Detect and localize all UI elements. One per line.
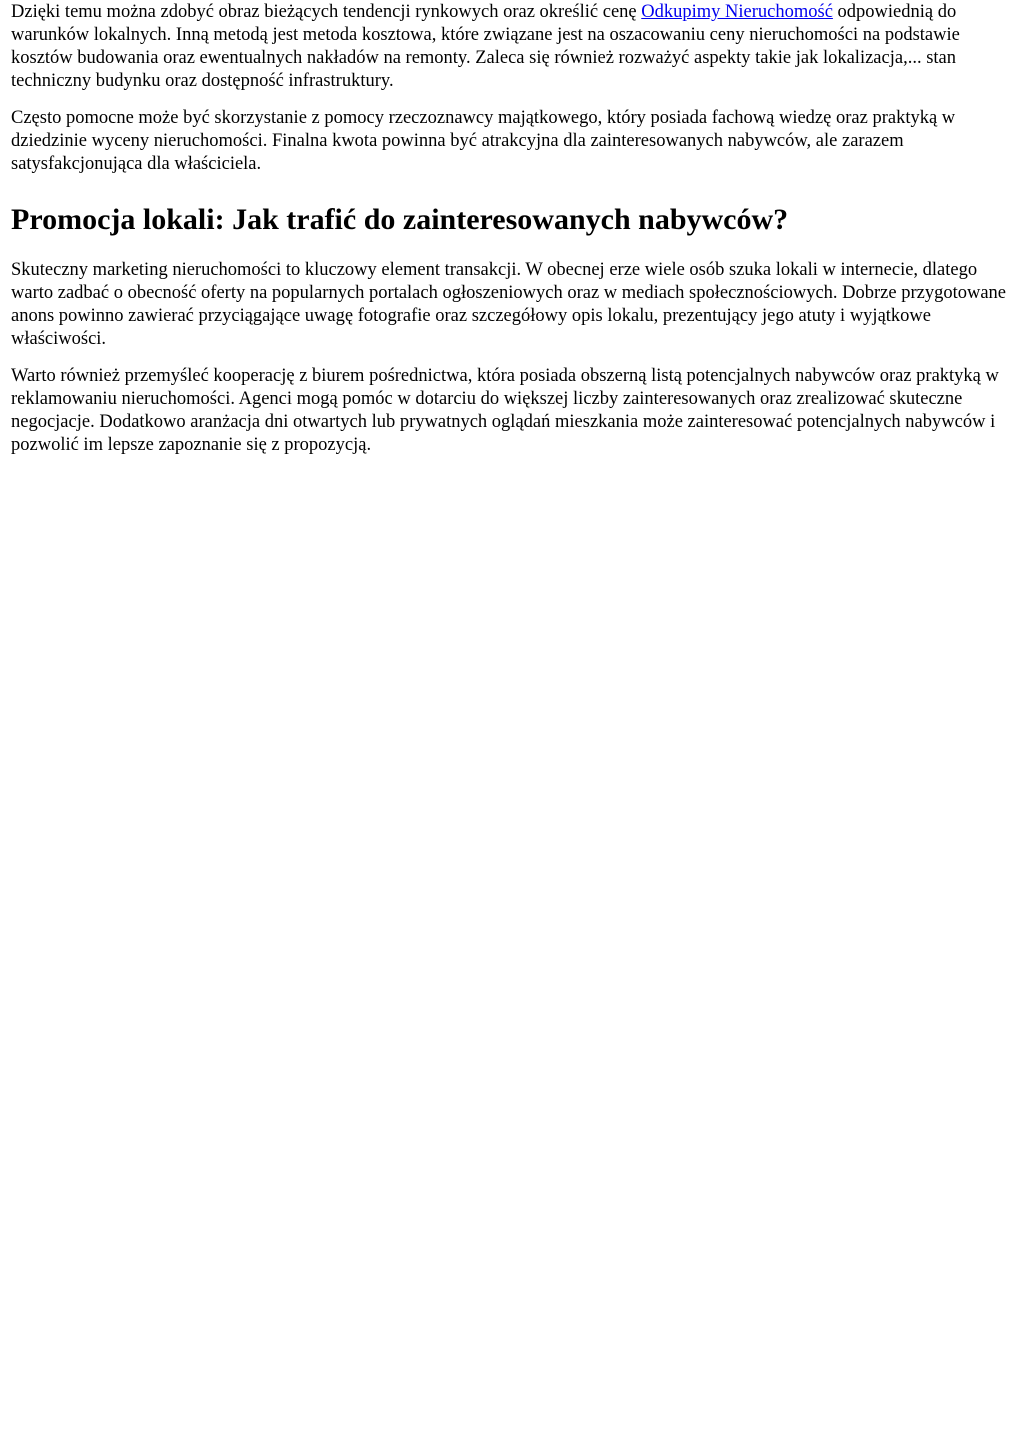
- paragraph-appraiser: Często pomocne może być skorzystanie z pomocy rzeczoznawcy majątkowego, który posiada fachową wiedzę oraz praktyką w dziedzinie wyceny nieruchomości. Finalna kwota powinna być atrakcyjna dla zainteresowanych nabywców, ale zarazem satysfakcjonująca dla właściciela.: [11, 108, 956, 174]
- section-heading-promotion: Promocja lokali: Jak trafić do zainteresowanych nabywców?: [11, 203, 789, 236]
- paragraph-text-before-link: Dzięki temu można zdobyć obraz bieżących tendencji rynkowych oraz określić cenę: [11, 2, 642, 22]
- paragraph-text-after-link: odpowiednią do warunków lokalnych. Inną metodą jest metoda kosztowa, które związane jest na oszacowaniu ceny nieruchomości na podstawie kosztów budowania oraz ewentualnych nakładów na remonty. Zaleca się również rozważyć aspekty takie jak lokalizacja,... stan techniczny budynku oraz dostępność infrastruktury.: [11, 2, 960, 91]
- paragraph-agency: Warto również przemyśleć kooperację z biurem pośrednictwa, która posiada obszerną listą potencjalnych nabywców oraz praktyką w reklamowaniu nieruchomości. Agenci mogą pomóc w dotarciu do większej liczby zainteresowanych oraz zrealizować skuteczne negocjacje. Dodatkowo aranżacja dni otwartych lub prywatnych oglądań mieszkania może zainteresować potencjalnych nabywców i pozwolić im lepsze zapoznanie się z propozycją.: [11, 366, 999, 455]
- article-body: [11, 0, 1014, 457]
- paragraph-valuation-methods: [11, 1, 1014, 93]
- odkupimy-nieruchomosc-link[interactable]: Odkupimy Nieruchomość: [641, 2, 833, 22]
- paragraph-marketing: Skuteczny marketing nieruchomości to kluczowy element transakcji. W obecnej erze wiele osób szuka lokali w internecie, dlatego warto zadbać o obecność oferty na popularnych portalach ogłoszeniowych oraz w mediach społecznościowych. Dobrze przygotowane anons powinno zawierać przyciągające uwagę fotografie oraz szczegółowy opis lokalu, prezentujący jego atuty i wyjątkowe właściwości.: [11, 260, 1007, 349]
